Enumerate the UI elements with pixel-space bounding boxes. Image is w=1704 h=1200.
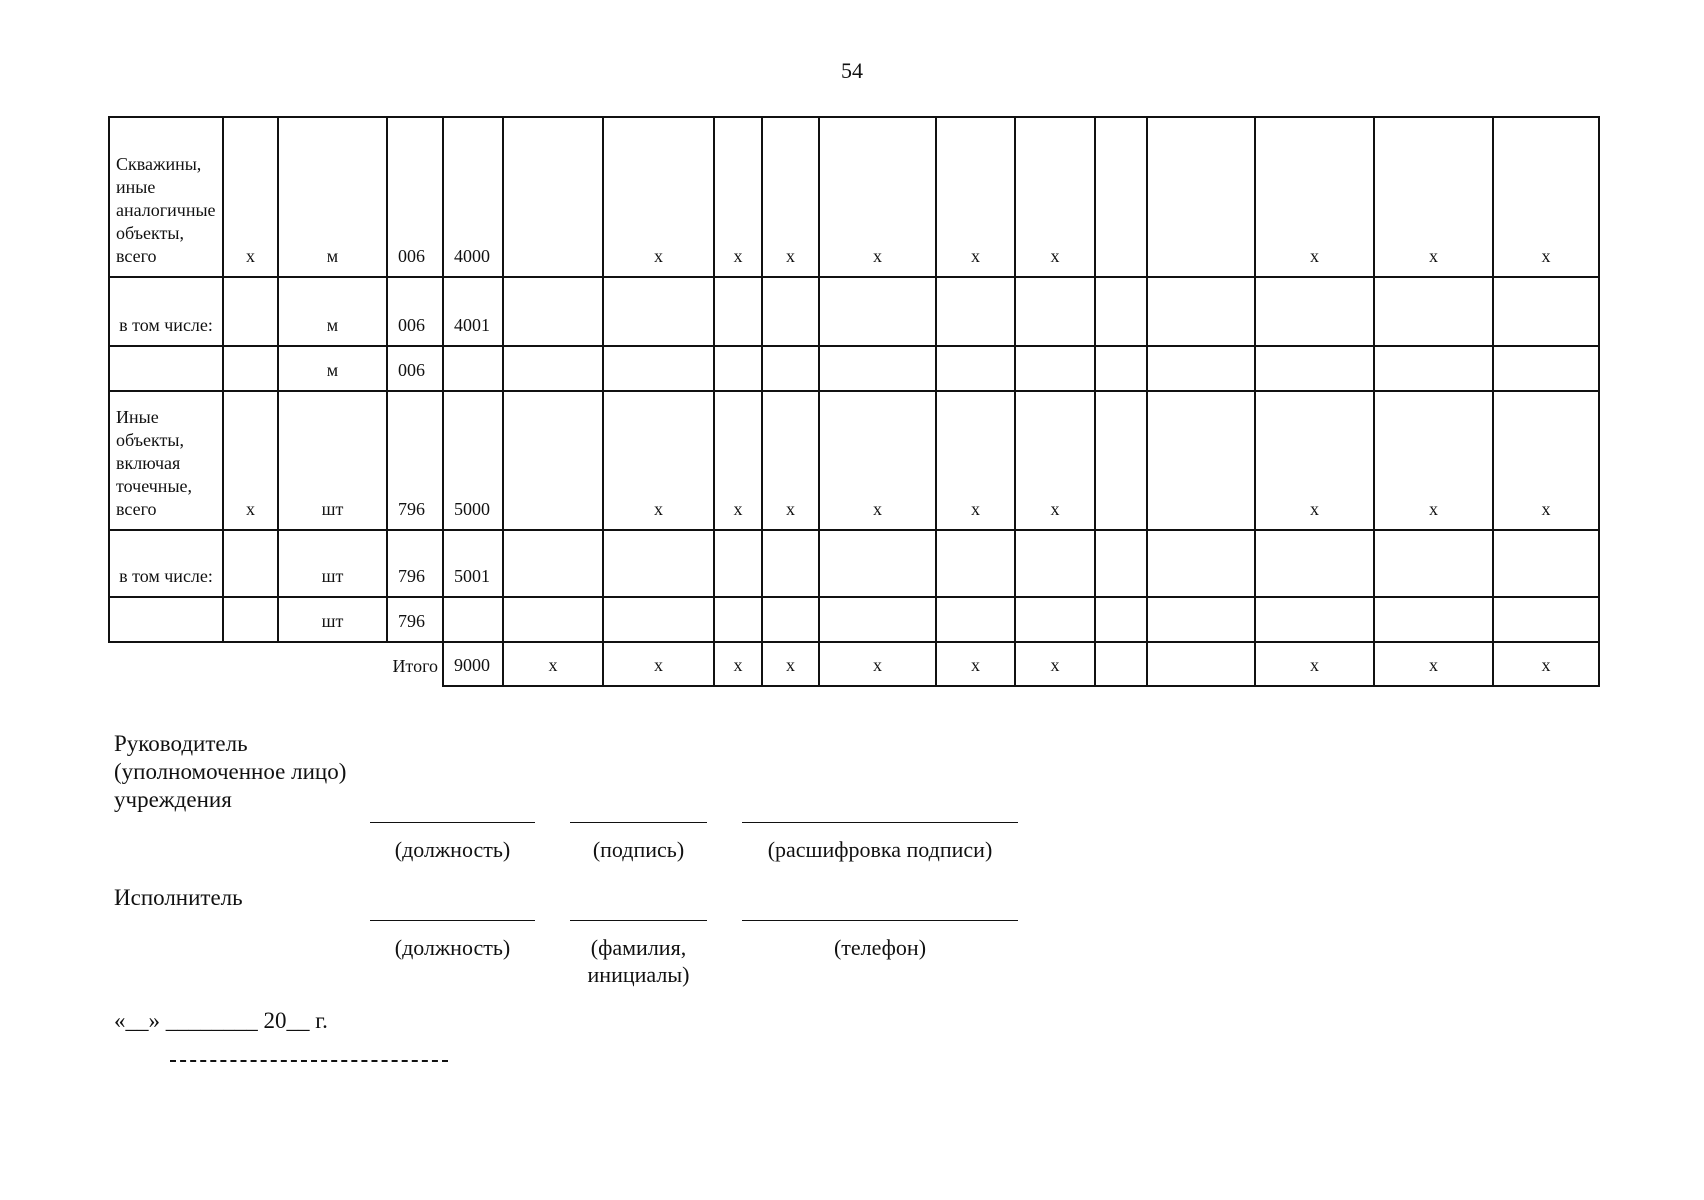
table-cell: шт [278,530,387,597]
table-cell [603,530,714,597]
table-row [109,530,1599,597]
table-cell [762,346,819,391]
table-cell: х [1374,117,1493,277]
table-cell [936,530,1015,597]
table-cell: х [1493,117,1599,277]
executor-label: Исполнитель [114,885,243,910]
table-cell [503,346,603,391]
table-cell [1255,530,1374,597]
table-cell: в том числе: [109,277,223,346]
executor-caption-phone: (телефон) [833,935,927,960]
executor-position-line[interactable] [370,920,535,921]
table-cell [1374,346,1493,391]
table-cell [1095,642,1147,686]
table-cell: х [819,117,936,277]
table-cell: 006 [387,117,443,277]
table-cell: х [503,642,603,686]
table-cell: м [278,117,387,277]
head-caption-decoding: (расшифровка подписи) [767,837,993,862]
table-cell [762,277,819,346]
table-cell [1147,277,1255,346]
head-caption-signature: (подпись) [592,837,685,862]
table-cell: Иные объекты, включая точечные, всего [109,391,223,530]
table-cell [714,530,762,597]
table-cell [819,597,936,642]
table-cell: в том числе: [109,530,223,597]
executor-caption-position: (должность) [394,935,511,960]
table-cell: х [1255,642,1374,686]
table-cell: х [936,391,1015,530]
table-cell [223,530,278,597]
head-decoding-line[interactable] [742,822,1018,823]
table-cell [714,346,762,391]
table-cell: 4001 [443,277,503,346]
table-cell [1374,530,1493,597]
table-cell [1374,277,1493,346]
table-cell [1147,597,1255,642]
table-cell [503,530,603,597]
table-cell: х [1255,391,1374,530]
table-cell: х [714,391,762,530]
table-cell: х [1374,642,1493,686]
footnote-separator [170,1060,448,1062]
executor-phone-line[interactable] [742,920,1018,921]
head-label: Руководитель (уполномоченное лицо) учреждения [114,731,347,812]
table-cell [936,277,1015,346]
total-row [109,642,1599,686]
table-cell: х [603,117,714,277]
table-cell: х [1374,391,1493,530]
table-cell [109,346,223,391]
table-cell: шт [278,391,387,530]
table-cell [503,277,603,346]
table-cell [603,346,714,391]
table-cell [1255,597,1374,642]
table-cell [1095,530,1147,597]
table-cell [503,391,603,530]
table-cell [1095,277,1147,346]
table-cell: 006 [387,277,443,346]
table-cell [1493,277,1599,346]
table-cell [819,346,936,391]
table-cell: х [936,117,1015,277]
table-cell: х [603,642,714,686]
table-cell [223,277,278,346]
table-row [109,277,1599,346]
table-cell: х [1255,117,1374,277]
table-cell: х [1015,117,1095,277]
table-cell [1147,642,1255,686]
table-cell: 796 [387,597,443,642]
table-cell [1147,391,1255,530]
date-line: «__» ________ 20__ г. [114,1008,328,1033]
table-cell [1493,597,1599,642]
executor-caption-name: (фамилия, инициалы) [587,935,690,987]
table-cell: х [603,391,714,530]
table-cell [1255,346,1374,391]
table-cell: х [762,117,819,277]
table-cell: х [762,391,819,530]
table-cell: 5001 [443,530,503,597]
table-cell: х [819,642,936,686]
table-cell: х [1015,391,1095,530]
table-cell [1095,597,1147,642]
executor-name-line[interactable] [570,920,707,921]
table-cell: 796 [387,391,443,530]
table-cell: х [1493,391,1599,530]
head-signature-line[interactable] [570,822,707,823]
table-cell [443,346,503,391]
table-cell [1015,277,1095,346]
table-cell: х [819,391,936,530]
table-cell: 006 [387,346,443,391]
table-cell [1095,346,1147,391]
table-cell [1374,597,1493,642]
table-cell: х [223,117,278,277]
table-cell [109,597,223,642]
table-cell [1255,277,1374,346]
page-number: 54 [841,58,863,83]
table-cell [714,277,762,346]
table-cell [1493,346,1599,391]
table-row [109,117,1599,277]
table-cell [1147,117,1255,277]
table-cell: х [1493,642,1599,686]
table-cell: х [223,391,278,530]
table-cell [1015,530,1095,597]
total-code: 9000 [443,642,503,686]
table-cell [603,277,714,346]
table-row [109,391,1599,530]
table-cell [603,597,714,642]
table-cell [714,597,762,642]
table-cell [936,346,1015,391]
table-cell [936,597,1015,642]
table-cell [762,530,819,597]
table-cell: шт [278,597,387,642]
table-row [109,346,1599,391]
table-cell [1095,117,1147,277]
table-cell: 5000 [443,391,503,530]
table-cell: х [762,642,819,686]
table-cell: х [714,642,762,686]
table-cell [443,597,503,642]
table-row [109,597,1599,642]
table-cell [819,530,936,597]
table-cell [1015,597,1095,642]
table-cell [1147,530,1255,597]
total-label: Итого [109,642,443,686]
head-caption-position: (должность) [394,837,511,862]
table-cell: Скважины, иные аналогичные объекты, всего [109,117,223,277]
table-cell [1095,391,1147,530]
table-cell [223,597,278,642]
head-position-line[interactable] [370,822,535,823]
table-cell [503,597,603,642]
table-cell [503,117,603,277]
table-cell [762,597,819,642]
table-cell [1147,346,1255,391]
table-cell: 4000 [443,117,503,277]
table-cell [1493,530,1599,597]
table-cell: м [278,346,387,391]
table-cell: 796 [387,530,443,597]
table-cell: х [936,642,1015,686]
data-table [108,116,1600,687]
table-cell: х [714,117,762,277]
table-cell [1015,346,1095,391]
table-cell: х [1015,642,1095,686]
table-cell: м [278,277,387,346]
table-cell [223,346,278,391]
table-cell [819,277,936,346]
